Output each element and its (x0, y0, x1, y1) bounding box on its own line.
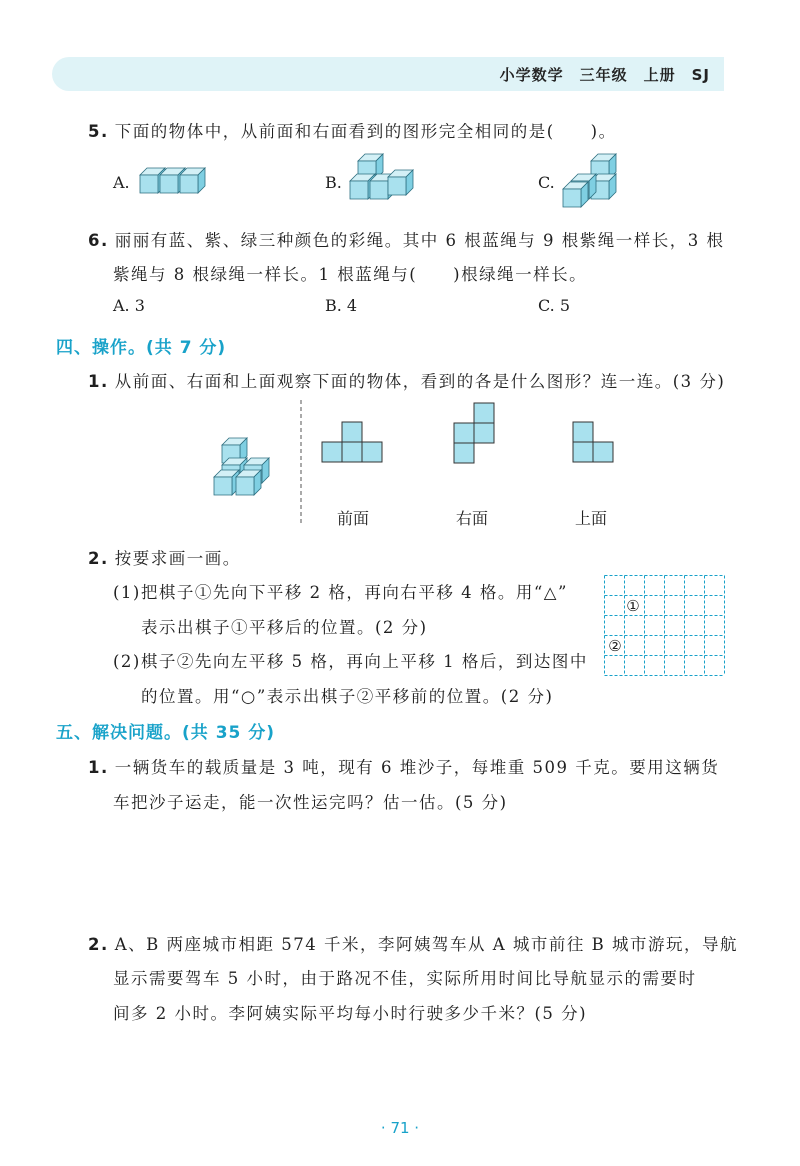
cube (180, 168, 205, 193)
s4-question-1-text: 从前面、右面和上面观察下面的物体，看到的各是什么图形？连一连。(3 分) (114, 372, 726, 391)
s4-q1-divider (300, 400, 304, 526)
s4-q1-view-shape-3 (573, 421, 615, 463)
section-4-title: 四、操作。(共 7 分) (56, 338, 227, 358)
s4-question-2-number: 2. (88, 549, 109, 568)
cube (388, 170, 413, 195)
cube (214, 470, 239, 495)
s5-question-2-line2: 显示需要驾车 5 小时，由于路况不佳，实际所用时间比导航显示的需要时 (113, 969, 697, 988)
s4-q2-part2-line2: 的位置。用“○”表示出棋子②平移前的位置。(2 分) (141, 687, 554, 706)
s4-q2-part1-line1: (1)把棋子①先向下平移 2 格，再向右平移 4 格。用“△” (113, 583, 568, 602)
cube (236, 470, 261, 495)
section-5-title: 五、解决问题。(共 35 分) (56, 723, 276, 743)
s4-question-1-number: 1. (88, 372, 109, 391)
s4-question-2 (88, 545, 241, 569)
question-5-number: 5. (88, 122, 109, 141)
question-6-line1: 丽丽有蓝、紫、绿三种颜色的彩绳。其中 6 根蓝绳与 9 根紫绳一样长，3 根 (114, 231, 725, 250)
s5-question-2 (88, 931, 738, 955)
q5-option-a-cubes (140, 160, 212, 200)
s4-q1-view-shape-1 (322, 421, 384, 463)
question-5 (88, 118, 617, 142)
page-number: · 71 · (380, 1119, 420, 1137)
question-6-number: 6. (88, 231, 109, 250)
cube (563, 182, 588, 207)
q5-option-c: C. (538, 173, 555, 192)
s4-question-1 (88, 368, 725, 392)
header-label: 小学数学 三年级 上册 SJ (499, 66, 710, 84)
s5-question-1 (88, 754, 719, 778)
q5-option-b: B. (325, 173, 342, 192)
q6-option-b: B. 4 (325, 296, 358, 315)
s5-question-2-line1: A、B 两座城市相距 574 千米，李阿姨驾车从 A 城市前往 B 城市游玩，导航 (114, 935, 739, 954)
s5-question-1-line1: 一辆货车的载质量是 3 吨，现有 6 堆沙子，每堆重 509 千克。要用这辆货 (114, 758, 720, 777)
chess-piece-1: ① (626, 597, 640, 615)
question-6-line2: 紫绳与 8 根绿绳一样长。1 根蓝绳与( )根绿绳一样长。 (113, 265, 588, 284)
q5-option-b-cubes (350, 150, 412, 204)
s5-question-1-number: 1. (88, 758, 109, 777)
s4-q1-view-shape-2 (454, 402, 496, 464)
q6-option-c: C. 5 (538, 296, 571, 315)
grid-lines (605, 576, 725, 676)
caption-right: 右面 (456, 509, 489, 528)
chess-piece-2: ② (608, 637, 622, 655)
s4-q2-part1-line2: 表示出棋子①平移后的位置。(2 分) (141, 618, 428, 637)
s4-q2-grid (604, 575, 724, 675)
caption-top: 上面 (575, 509, 608, 528)
s5-question-2-number: 2. (88, 935, 109, 954)
q6-option-a: A. 3 (113, 296, 145, 315)
question-6 (88, 227, 724, 251)
q5-option-a: A. (113, 173, 130, 192)
caption-front: 前面 (337, 509, 370, 528)
s4-q1-object-cubes (214, 436, 286, 500)
s5-question-2-line3: 间多 2 小时。李阿姨实际平均每小时行驶多少千米？(5 分) (113, 1004, 588, 1023)
header-band (52, 57, 724, 91)
q5-option-c-cubes (563, 150, 623, 206)
question-5-text: 下面的物体中，从前面和右面看到的图形完全相同的是( )。 (114, 122, 617, 141)
s4-question-2-text: 按要求画一画。 (114, 549, 241, 568)
s4-q2-part2-line1: (2)棋子②先向左平移 5 格，再向上平移 1 格后，到达图中 (113, 652, 588, 671)
s5-question-1-line2: 车把沙子运走，能一次性运完吗？估一估。(5 分) (113, 793, 508, 812)
